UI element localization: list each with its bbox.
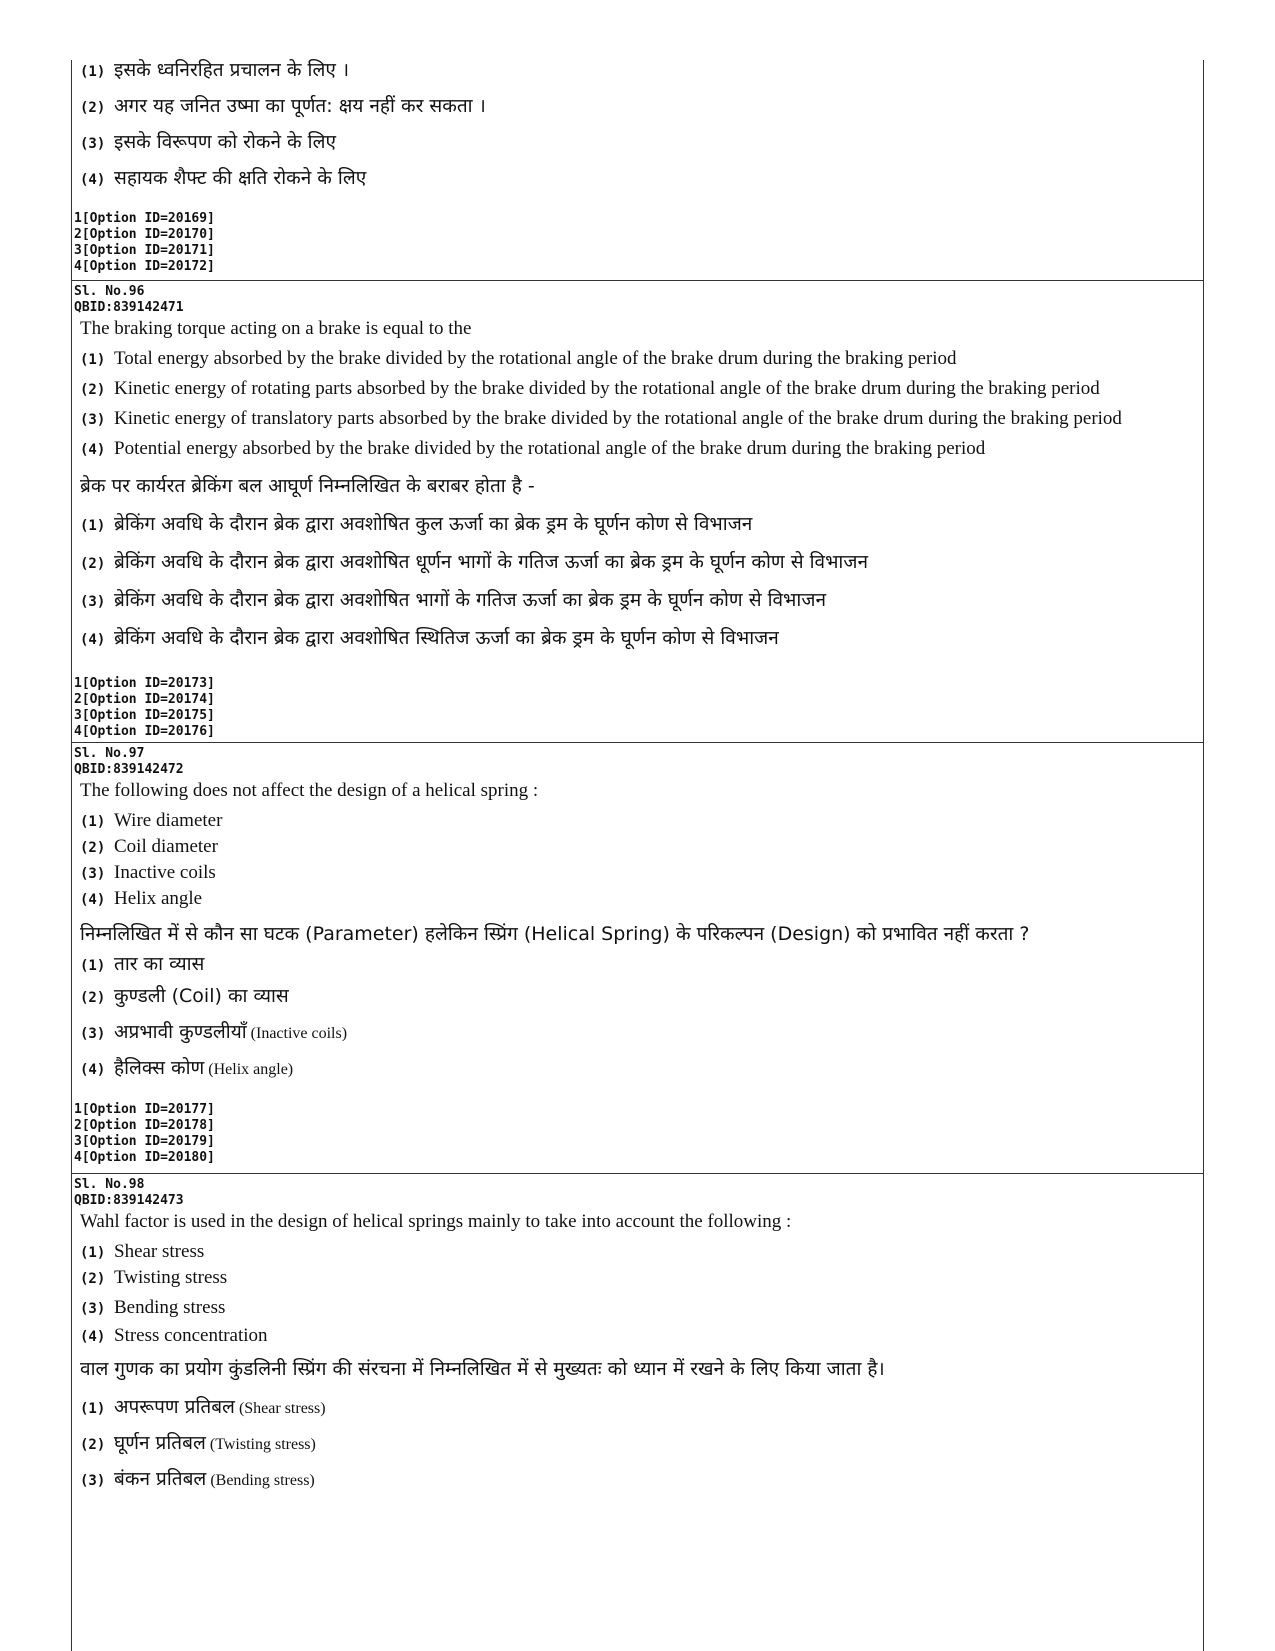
option-row: (1) Total energy absorbed by the brake divided by the rotational angle of the brake drum during the braking period xyxy=(80,348,957,369)
option-row: (2) अगर यह जनित उष्मा का पूर्णत: क्षय नहीं कर सकता । xyxy=(80,95,486,117)
option-row: (1) अपरूपण प्रतिबल (Shear stress) xyxy=(80,1396,326,1418)
left-border xyxy=(71,60,72,1651)
question-header: Sl. No.96 QBID:839142471 xyxy=(74,284,184,315)
option-row: (2) घूर्णन प्रतिबल (Twisting stress) xyxy=(80,1432,316,1454)
divider xyxy=(72,1173,1203,1174)
option-row: (3) Bending stress xyxy=(80,1297,226,1318)
option-id-list: 1[Option ID=20173] 2[Option ID=20174] 3[Option ID=20175] 4[Option ID=20176] xyxy=(74,676,215,739)
option-id-list: 1[Option ID=20177] 2[Option ID=20178] 3[Option ID=20179] 4[Option ID=20180] xyxy=(74,1102,215,1165)
option-row: (1) Shear stress xyxy=(80,1241,205,1262)
option-row: (2) ब्रेकिंग अवधि के दौरान ब्रेक द्वारा अवशोषित धूर्णन भागों के गतिज ऊर्जा का ब्रेक ड्रम के घूर्णन कोण से विभाजन xyxy=(80,551,868,573)
option-row: (1) ब्रेकिंग अवधि के दौरान ब्रेक द्वारा अवशोषित कुल ऊर्जा का ब्रेक ड्रम के घूर्णन कोण से विभाजन xyxy=(80,513,753,535)
option-row: (3) Kinetic energy of translatory parts absorbed by the brake divided by the rotational angle of the brake drum during the braking period xyxy=(80,408,1122,429)
option-row: (2) Coil diameter xyxy=(80,836,218,857)
option-row: (3) ब्रेकिंग अवधि के दौरान ब्रेक द्वारा अवशोषित भागों के गतिज ऊर्जा का ब्रेक ड्रम के घूर्णन कोण से विभाजन xyxy=(80,589,826,611)
option-id-list: 1[Option ID=20169] 2[Option ID=20170] 3[Option ID=20171] 4[Option ID=20172] xyxy=(74,211,215,274)
option-row: (3) अप्रभावी कुण्डलीयाँ (Inactive coils) xyxy=(80,1021,348,1043)
option-row: (3) इसके विरूपण को रोकने के लिए xyxy=(80,131,336,153)
option-row: (4) सहायक शैफ्ट की क्षति रोकने के लिए xyxy=(80,167,367,189)
option-row: (1) Wire diameter xyxy=(80,810,223,831)
question-stem-hi: वाल गुणक का प्रयोग कुंडलिनी स्प्रिंग की संरचना में निम्नलिखित में से मुख्यतः को ध्यान में रखने के लिए किया जाता है। xyxy=(80,1358,885,1380)
option-row: (3) Inactive coils xyxy=(80,862,216,883)
question-header: Sl. No.98 QBID:839142473 xyxy=(74,1177,184,1208)
divider xyxy=(72,742,1203,743)
option-row: (2) Kinetic energy of rotating parts absorbed by the brake divided by the rotational angle of the brake drum during the braking period xyxy=(80,378,1100,399)
option-row: (4) Stress concentration xyxy=(80,1325,268,1346)
question-header: Sl. No.97 QBID:839142472 xyxy=(74,746,184,777)
divider xyxy=(72,280,1203,281)
option-row: (3) बंकन प्रतिबल (Bending stress) xyxy=(80,1468,315,1490)
option-row: (1) इसके ध्वनिरहित प्रचालन के लिए । xyxy=(80,59,350,81)
right-border xyxy=(1203,60,1204,1651)
option-row: (2) Twisting stress xyxy=(80,1267,228,1288)
option-row: (4) Helix angle xyxy=(80,888,203,909)
option-row: (4) Potential energy absorbed by the brake divided by the rotational angle of the brake drum during the braking period xyxy=(80,438,986,459)
question-stem-hi: ब्रेक पर कार्यरत ब्रेकिंग बल आघूर्ण निम्नलिखित के बराबर होता है - xyxy=(80,475,535,497)
option-row: (2) कुण्डली (Coil) का व्यास xyxy=(80,985,289,1007)
option-row: (4) ब्रेकिंग अवधि के दौरान ब्रेक द्वारा अवशोषित स्थितिज ऊर्जा का ब्रेक ड्रम के घूर्णन कोण से विभाजन xyxy=(80,627,779,649)
option-row: (4) हैलिक्स कोण (Helix angle) xyxy=(80,1057,294,1079)
option-row: (1) तार का व्यास xyxy=(80,953,205,975)
question-stem-hi: निम्नलिखित में से कौन सा घटक (Parameter) हलेकिन स्प्रिंग (Helical Spring) के परिकल्पन (Design) को प्रभावित नहीं करता ? xyxy=(80,923,1030,945)
question-stem-en: The following does not affect the design of a helical spring : xyxy=(80,780,539,801)
question-stem-en: The braking torque acting on a brake is equal to the xyxy=(80,318,472,339)
question-stem-en: Wahl factor is used in the design of helical springs mainly to take into account the following : xyxy=(80,1211,792,1232)
